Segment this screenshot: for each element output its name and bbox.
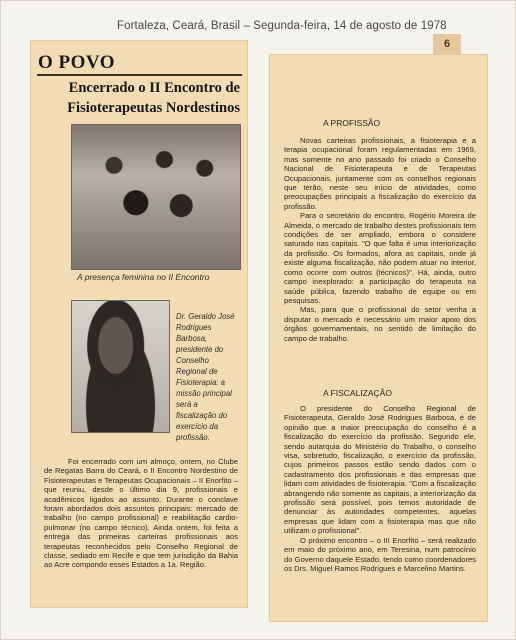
portrait-caption: Dr. Geraldo José Rodrigues Barbosa, presidente do Conselho Regional de Fisioterapia: a missão principal será a fiscalização do exercício da profissão. (176, 312, 235, 442)
profession-paragraph-3: Mas, para que o profissional do setor venha a disputar o mercado é necessário um maior apoio dos órgãos governamentais, no sentido de limitação do campo de trabalho. (284, 305, 476, 343)
headline-line-1: Encerrado o II Encontro de (68, 80, 240, 96)
title-rule (37, 74, 242, 76)
fiscalization-section-body (284, 404, 476, 573)
profession-section-body (284, 136, 476, 343)
left-clipping (30, 40, 248, 608)
profession-paragraph-2: Para o secretário do encontro, Rogério Moreira de Almeida, o mercado de trabalho destes profissionais tem condições de ser ampliado, embora o considere saturado nas capitais. "O que falta é uma interiorização da profissão. Os formados, afora as capitais, onde já existe alguma fiscalização, não podem atuar no interior, como ocorre com outros (técnicos)". Há, ainda, outro campo inexplorado: a participação do terapeuta na saúde pública, fazendo trabalho de equipe ou em pesquisas. (284, 211, 476, 305)
section-title-profession: A PROFISSÃO (323, 118, 381, 128)
section-title-fiscalization: A FISCALIZAÇÃO (323, 388, 392, 398)
group-photo-caption: A presença feminina no II Encontro (77, 272, 210, 282)
page-number: 6 (433, 34, 461, 54)
group-photo (71, 124, 241, 270)
fiscalization-paragraph-1: O presidente do Conselho Regional de Fisioterapeuta, Geraldo José Rodrigues Barbosa, é de opinião que a maior preocupação do conselho é a fiscalização do exercício da profissão. Segundo ele, sendo autarquia do Ministério do Trabalho, o conselho visa, sobretudo, fiscalização, o exercício da profissão, cujos primeiros passos estão sendo dados com o cadastramento dos profissionais e das empresas que lidam com atividades de fisioterapia. "Com a fiscalização abrangendo não somente as capitais, a interiorização da profissão será possível, pois temos autoridade de denunciar às autoridades competentes, aquelas empresas que lidam com a fisioterapia mas que não utilizam o profissional". (284, 404, 476, 536)
profession-paragraph-1: Novas carteiras profissionais, a fisioterapia e a terapia ocupacional foram regulamentadas em 1969, mas somente no ano passado foi criado o Conselho Nacional de Fisioterapeuta e de Terapeutas Ocupacionais, juntamente com os conselhos regionais que terão, neste seu início de atividades, como preocupações principais a fiscalização do exercício da profissão. (284, 136, 476, 211)
paper-name: O POVO (38, 52, 116, 73)
portrait-photo (71, 300, 170, 433)
fiscalization-paragraph-2: O próximo encontro – o III Enorfito – será realizado em maio do próximo ano, em Teresina, num patrocínio do Governo daquele Estado, tendo como coordenadores os Drs. Miguel Ramos Rodrigues e Marcelino Martins. (284, 535, 476, 573)
location-date: Fortaleza, Ceará, Brasil – Segunda-feira, 14 de agosto de 1978 (117, 20, 447, 32)
headline-line-2: Fisioterapeutas Nordestinos (67, 100, 240, 116)
right-clipping (269, 54, 488, 622)
headline (38, 78, 240, 118)
left-article-body: Foi encerrado com um almoço, ontem, no Clube de Regatas Barra do Ceará, o II Encontro Nordestino de Fisioterapeutas e Terapeutas Ocupacionais – II Enorfito – que reuniu, desde o último dia 9, profissionais e acadêmicos ligados ao assunto. Durante o conclave foram abordados dois assuntos principais: mercado de trabalho (no campo profissional) e reabilitação cardio-pulmonar (no campo técnico). Ainda ontem, foi feita a entrega das primeiras carteiras profissionais aos terapeutas reconhecidos pelo Conselho Regional de classe, sediado em Recife e que tem jurisdição da Bahia ao Acre compondo esses Estados a 1a. Região. (44, 457, 238, 570)
